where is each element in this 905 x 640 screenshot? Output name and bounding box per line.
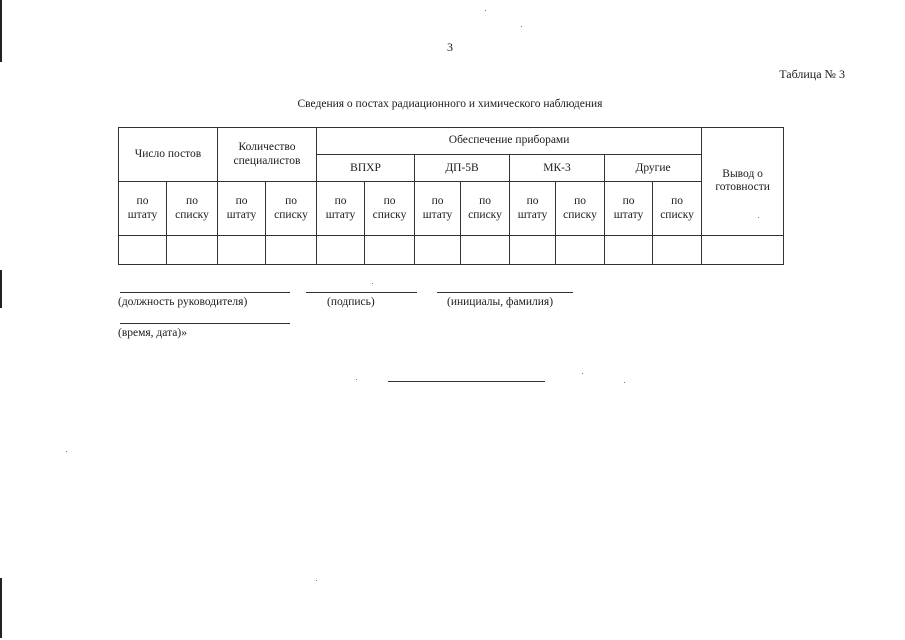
scan-speck [521, 26, 522, 27]
end-separator-line [388, 381, 545, 382]
scan-speck [372, 283, 373, 284]
empty-cell [556, 235, 605, 264]
scan-edge-mark [0, 270, 2, 308]
header-device-mk3: МК-3 [510, 155, 605, 182]
header-equipment: Обеспечение приборами [317, 128, 702, 155]
name-caption: (инициалы, фамилия) [447, 296, 554, 308]
empty-cell [218, 235, 266, 264]
subheader-by-list: по списку [653, 182, 702, 235]
subheader-by-list: по списку [461, 182, 510, 235]
posts-table [118, 127, 784, 265]
scan-speck [624, 382, 625, 383]
signature-line [306, 292, 417, 293]
scan-speck [758, 217, 759, 218]
subheader-by-staff: по штату [119, 182, 167, 235]
subheader-by-staff: по штату [218, 182, 266, 235]
scan-edge-mark [0, 0, 2, 62]
empty-cell [365, 235, 415, 264]
header-device-vpkhr: ВПХР [317, 155, 415, 182]
empty-cell [461, 235, 510, 264]
datetime-caption: (время, дата)» [118, 327, 187, 339]
header-readiness: Вывод о готовности [702, 128, 784, 236]
scan-speck [582, 373, 583, 374]
signature-caption: (подпись) [327, 296, 375, 308]
subheader-by-list: по списку [266, 182, 317, 235]
subheader-by-staff: по штату [415, 182, 461, 235]
name-line [437, 292, 573, 293]
position-caption: (должность руководителя) [118, 296, 248, 308]
empty-cell [266, 235, 317, 264]
empty-cell [510, 235, 556, 264]
table-label: Таблица № 3 [779, 67, 845, 81]
empty-cell [702, 235, 784, 264]
scan-speck [66, 451, 67, 452]
subheader-by-staff: по штату [510, 182, 556, 235]
header-device-other: Другие [605, 155, 702, 182]
empty-cell [317, 235, 365, 264]
subheader-by-list: по списку [365, 182, 415, 235]
scan-speck [356, 379, 357, 380]
subheader-by-staff: по штату [605, 182, 653, 235]
empty-cell [605, 235, 653, 264]
datetime-line [120, 323, 290, 324]
subheader-by-list: по списку [556, 182, 605, 235]
empty-cell [653, 235, 702, 264]
empty-cell [415, 235, 461, 264]
header-device-dp5v: ДП-5В [415, 155, 510, 182]
scan-speck [316, 580, 317, 581]
scan-speck [485, 10, 486, 11]
header-specialists-count: Количество специалистов [218, 128, 317, 182]
scan-edge-mark [0, 578, 2, 638]
subheader-by-list: по списку [167, 182, 218, 235]
page-number: 3 [447, 40, 453, 54]
subheader-by-staff: по штату [317, 182, 365, 235]
empty-cell [119, 235, 167, 264]
empty-cell [167, 235, 218, 264]
header-posts-count: Число постов [119, 128, 218, 182]
position-line [120, 292, 290, 293]
table-caption: Сведения о постах радиационного и химического наблюдения [297, 98, 603, 110]
